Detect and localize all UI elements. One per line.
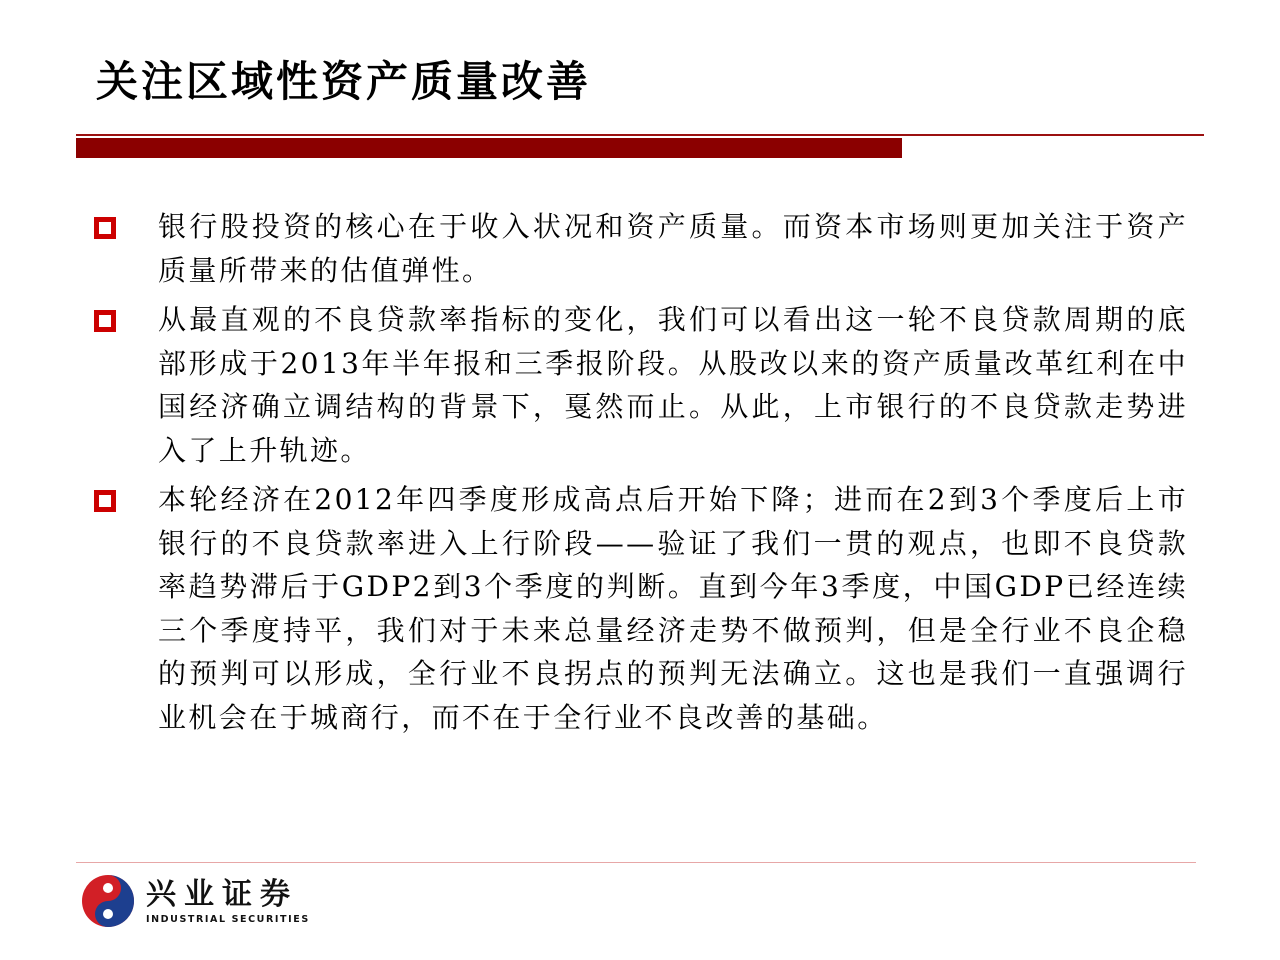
square-bullet-icon: [94, 490, 116, 512]
title-accent-bar: [76, 138, 902, 158]
bullet-item: [92, 298, 1202, 472]
logo-mark-icon: [80, 873, 136, 929]
square-bullet-icon: [94, 217, 116, 239]
logo-name-cn: 兴业证券: [146, 876, 298, 912]
bullet-item: [92, 205, 1202, 292]
bullet-text: 银行股投资的核心在于收入状况和资产质量。而资本市场则更加关注于资产质量所带来的估值弹性。: [158, 210, 1188, 287]
logo-name-en: INDUSTRIAL SECURITIES: [146, 913, 310, 925]
bullet-text: 本轮经济在2012年四季度形成高点后开始下降；进而在2到3个季度后上市银行的不良贷款率进入上行阶段——验证了我们一贯的观点，也即不良贷款率趋势滞后于GDP2到3个季度的判断。直到今年3季度，中国GDP已经连续三个季度持平，我们对于未来总量经济走势不做预判，但是全行业不良企稳的预判可以形成，全行业不良拐点的预判无法确立。这也是我们一直强调行业机会在于城商行，而不在于全行业不良改善的基础。: [158, 483, 1188, 734]
bullet-text: 从最直观的不良贷款率指标的变化，我们可以看出这一轮不良贷款周期的底部形成于2013年半年报和三季报阶段。从股改以来的资产质量改革红利在中国经济确立调结构的背景下，戛然而止。从此，上市银行的不良贷款走势进入了上升轨迹。: [158, 303, 1188, 467]
footer-divider: [76, 862, 1196, 863]
bullet-list: [92, 205, 1202, 745]
title-underline: [76, 134, 1204, 136]
slide-title: 关注区域性资产质量改善: [96, 57, 592, 106]
logo-text: [146, 878, 310, 925]
company-logo: [80, 870, 352, 932]
square-bullet-icon: [94, 310, 116, 332]
bullet-item: [92, 478, 1202, 739]
